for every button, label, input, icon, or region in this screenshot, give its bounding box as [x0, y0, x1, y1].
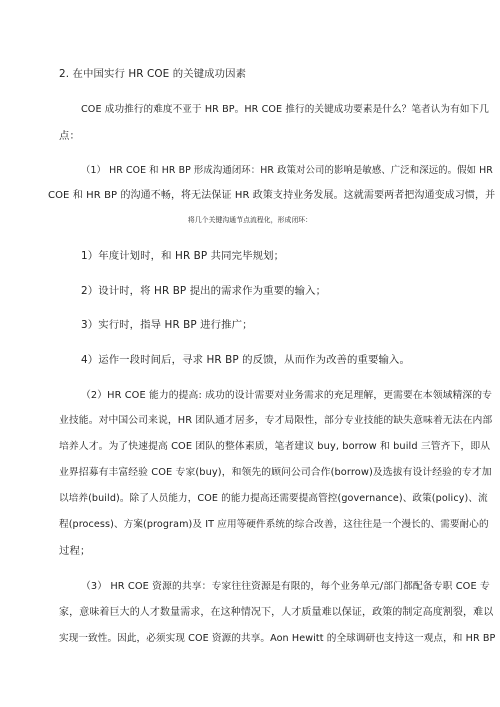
intro-line-2: 点：: [59, 130, 80, 142]
intro-line-1: COE 成功推行的难度不亚于 HR BP。HR COE 推行的关键成功要素是什么？笔者认为有如下几: [81, 104, 489, 115]
point3-line-3: 实现一致性。因此，必须实现 COE 资源的共享。Aon Hewitt 的全球调研也支持这一观点，和 HR BP: [59, 633, 496, 644]
point2-line-6: 程(process)、方案(program)及 IT 应用等硬件系统的综合改善，这往往是一个漫长的、需要耐心的: [59, 519, 489, 530]
section-heading: 2. 在中国实行 HR COE 的关键成功因素: [59, 68, 247, 80]
step-item-3: 3）实行时，指导 HR BP 进行推广；: [81, 319, 253, 331]
point1-line-1: （1） HR COE 和 HR BP 形成沟通闭环：HR 政策对公司的影响是敏感、广泛和深远的。假如 HR: [81, 165, 493, 176]
point2-line-1: （2）HR COE 能力的提高: 成功的设计需要对业务需求的充足理解，更需要在本领域精深的专: [81, 390, 493, 401]
point3-line-1: （3） HR COE 资源的共享：专家往往资源是有限的，每个业务单元/部门都配备专职 COE 专: [81, 581, 490, 592]
point2-line-7: 过程；: [59, 545, 91, 557]
point2-line-4: 业界招募有丰富经验 COE 专家(buy)，和领先的顾问公司合作(borrow)及选拔有设计经验的专才加: [59, 467, 492, 478]
point3-line-2: 家，意味着巨大的人才数量需求，在这种情况下，人才质量难以保证，政策的制定高度割裂，难以: [59, 607, 494, 618]
point2-line-3: 培养人才。为了快速提高 COE 团队的整体素质，笔者建议 buy, borrow 和 build 三管齐下，即从: [59, 441, 491, 452]
step-item-2: 2）设计时，将 HR BP 提出的需求作为重要的输入；: [81, 285, 327, 297]
point1-line-3: 将几个关键沟通节点流程化，形成闭环：: [187, 216, 313, 224]
point2-line-5: 以培养(build)。除了人员能力，COE 的能力提高还需要提高管控(governance)、政策(policy)、流: [59, 493, 488, 504]
point1-line-2: COE 和 HR BP 的沟通不畅，将无法保证 HR 政策支持业务发展。这就需要两者把沟通变成习惯，并: [48, 190, 496, 201]
step-item-1: 1）年度计划时，和 HR BP 共同完毕规划；: [81, 250, 285, 262]
point2-line-2: 业技能。对中国公司来说，HR 团队通才居多，专才局限性，部分专业技能的缺失意味着无法在内部: [59, 415, 493, 426]
step-item-4: 4）运作一段时间后，寻求 HR BP 的反馈，从而作为改善的重要输入。: [81, 354, 410, 366]
